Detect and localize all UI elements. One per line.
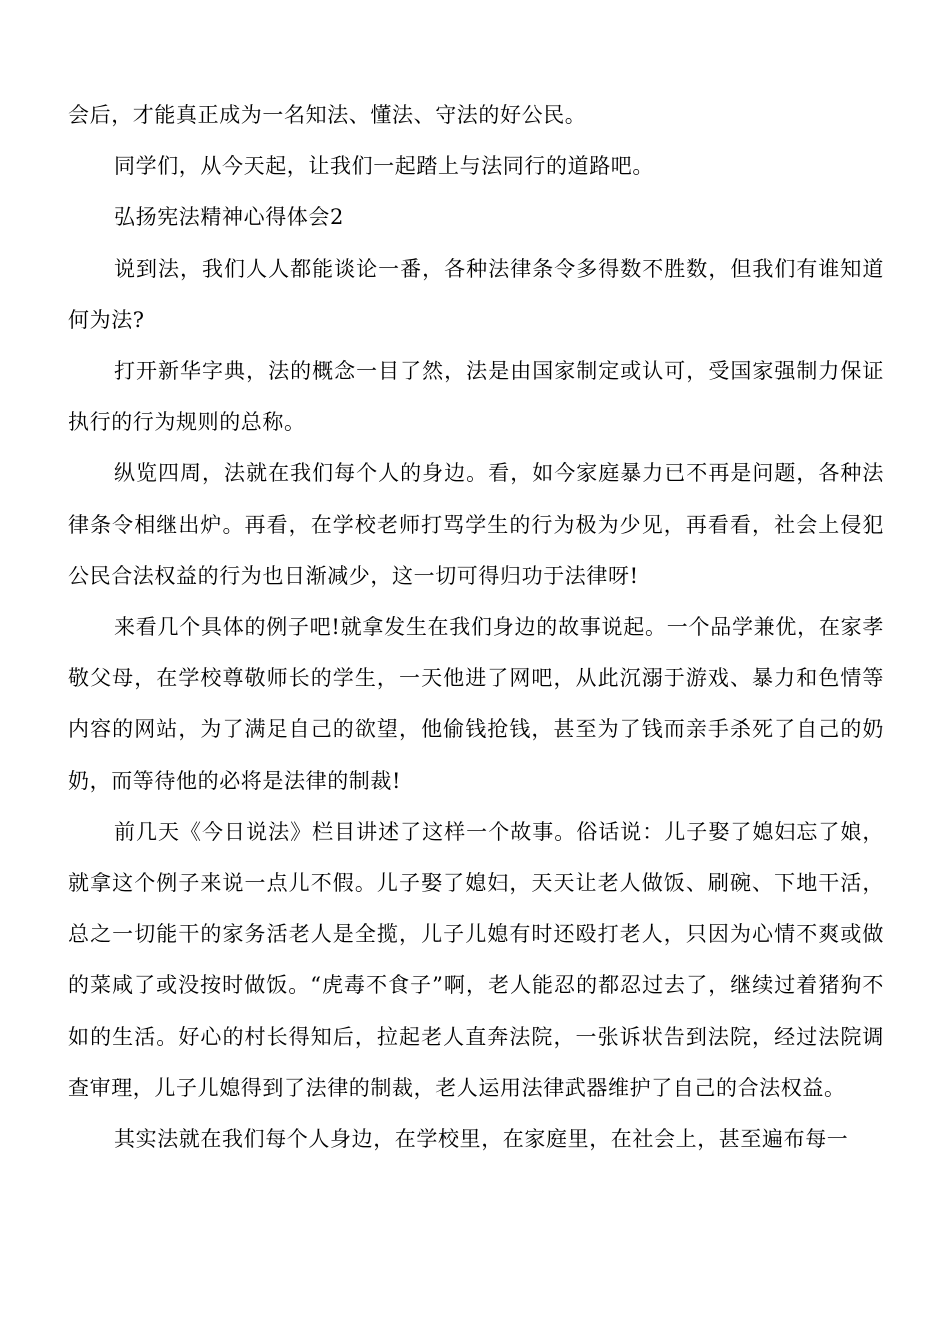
paragraph: 纵览四周，法就在我们每个人的身边。看，如今家庭暴力已不再是问题，各种法律条令相继出炉。再看，在学校老师打骂学生的行为极为少见，再看看，社会上侵犯公民合法权益的行为也日渐减少，这一切可得归功于法律呀! — [68, 461, 884, 588]
paragraph: 前几天《今日说法》栏目讲述了这样一个故事。俗话说：儿子娶了媳妇忘了娘，就拿这个例子来说一点儿不假。儿子娶了媳妇，天天让老人做饭、刷碗、下地干活，总之一切能干的家务活老人是全揽，儿子儿媳有时还殴打老人，只因为心情不爽或做的菜咸了或没按时做饭。“虎毒不食子”啊，老人能忍的都忍过去了，继续过着猪狗不如的生活。好心的村长得知后，拉起老人直奔法院，一张诉状告到法院，经过法院调查审理，儿子儿媳得到了法律的制裁，老人运用法律武器维护了自己的合法权益。 — [68, 819, 884, 1100]
paragraph: 说到法，我们人人都能谈论一番，各种法律条令多得数不胜数，但我们有谁知道何为法? — [68, 256, 884, 332]
section-heading: 弘扬宪法精神心得体会2 — [114, 205, 344, 230]
paragraph: 其实法就在我们每个人身边，在学校里，在家庭里，在社会上，甚至遍布每一 — [114, 1127, 849, 1152]
paragraph: 同学们，从今天起，让我们一起踏上与法同行的道路吧。 — [114, 154, 654, 179]
paragraph: 会后，才能真正成为一名知法、懂法、守法的好公民。 — [68, 103, 587, 127]
document-body — [68, 90, 884, 1165]
paragraph: 打开新华字典，法的概念一目了然，法是由国家制定或认可，受国家强制力保证执行的行为规则的总称。 — [68, 359, 884, 435]
paragraph: 来看几个具体的例子吧!就拿发生在我们身边的故事说起。一个品学兼优，在家孝敬父母，在学校尊敬师长的学生，一天他进了网吧，从此沉溺于游戏、暴力和色情等内容的网站，为了满足自己的欲望，他偷钱抢钱，甚至为了钱而亲手杀死了自己的奶奶，而等待他的必将是法律的制裁! — [68, 615, 884, 793]
